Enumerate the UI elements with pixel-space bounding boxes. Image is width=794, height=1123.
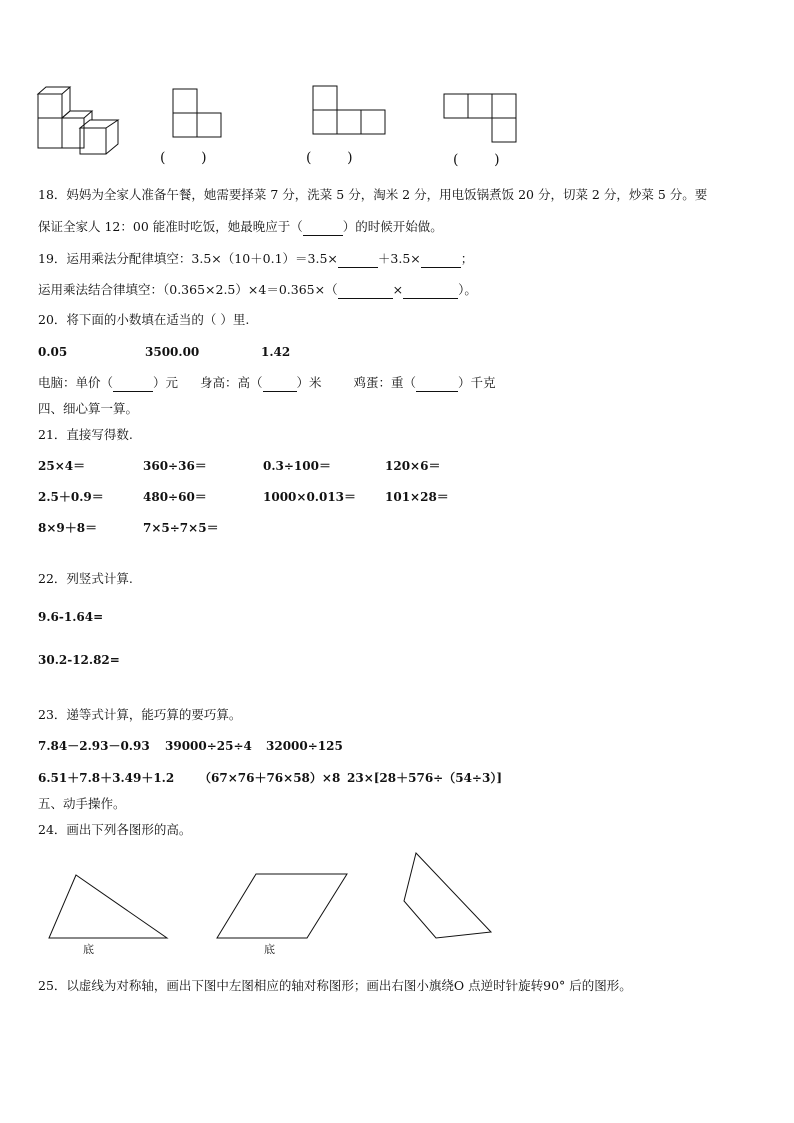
- q22-item-1: 9.6-1.64=: [38, 610, 104, 624]
- q19-line1: 19．运用乘法分配律填空：3.5×（10＋0.1）＝3.5× ＋3.5× ；: [38, 251, 474, 266]
- q20-number-2: 3500.00: [145, 345, 200, 359]
- q22-item-2: 30.2-12.82=: [38, 653, 120, 667]
- answer-paren-3[interactable]: ( ): [453, 152, 500, 168]
- q23-r2c3: 23×[28＋576÷（54÷3）]: [347, 771, 503, 785]
- q18-blank[interactable]: [303, 221, 343, 236]
- q21-r1c1: 25×4＝: [38, 459, 86, 473]
- q22-title: 22．列竖式计算.: [38, 571, 133, 586]
- q21-r2c4: 101×28＝: [385, 490, 449, 504]
- q20-items: 电脑：单价（ ）元 身高：高（ ）米 鸡蛋：重（ ）千克: [38, 375, 496, 390]
- q21-r3c1: 8×9＋8＝: [38, 521, 98, 535]
- q23-r1c2: 39000÷25÷4: [165, 739, 252, 753]
- q21-r2c3: 1000×0.013＝: [263, 490, 357, 504]
- q21-r1c3: 0.3÷100＝: [263, 459, 331, 473]
- view-figure-2: [313, 86, 388, 134]
- q20-blank-2[interactable]: [263, 377, 297, 392]
- q19-blank-4[interactable]: [403, 284, 458, 299]
- triangle-base-label: 底: [83, 943, 94, 956]
- cube-stack-figure: [38, 86, 123, 158]
- q20-title: 20．将下面的小数填在适当的（ ）里.: [38, 312, 250, 327]
- q21-r1c4: 120×6＝: [385, 459, 441, 473]
- view-figure-1: [173, 89, 223, 137]
- q21-r3c2: 7×5÷7×5＝: [143, 521, 219, 535]
- q23-r1c1: 7.84－2.93－0.93: [38, 739, 150, 753]
- section-5-heading: 五、动手操作。: [38, 796, 126, 811]
- section-4-heading: 四、细心算一算。: [38, 401, 139, 416]
- triangle-figure: [48, 873, 170, 941]
- q21-r2c2: 480÷60＝: [143, 490, 207, 504]
- q18-line1: 18．妈妈为全家人准备午餐，她需要择菜 7 分，洗菜 5 分，淘米 2 分，用电饭锅煮饭 20 分，切菜 2 分，炒菜 5 分。要: [38, 187, 708, 202]
- q18-line2: 保证全家人 12：00 能准时吃饭，她最晚应于（ ）的时候开始做。: [38, 219, 443, 234]
- q23-r2c2: （67×76＋76×58）×8: [199, 771, 341, 785]
- view-figure-3: [444, 94, 519, 144]
- trapezoid-figure: [402, 851, 494, 941]
- q21-r2c1: 2.5＋0.9＝: [38, 490, 104, 504]
- q23-r2c1: 6.51＋7.8＋3.49＋1.2: [38, 771, 175, 785]
- answer-paren-2[interactable]: ( ): [306, 150, 353, 166]
- q19-blank-3[interactable]: [338, 284, 393, 299]
- q20-number-3: 1.42: [261, 345, 291, 359]
- q24-title: 24．画出下列各图形的高。: [38, 822, 192, 837]
- q21-title: 21．直接写得数.: [38, 427, 133, 442]
- parallelogram-figure: [216, 872, 350, 940]
- q25-title: 25．以虚线为对称轴，画出下图中左图相应的轴对称图形；画出右图小旗绕O 点逆时针旋转90° 后的图形。: [38, 978, 632, 993]
- q19-line2: 运用乘法结合律填空：（0.365×2.5）×4＝0.365×（ × ）。: [38, 282, 477, 297]
- q21-r1c2: 360÷36＝: [143, 459, 207, 473]
- q20-number-1: 0.05: [38, 345, 68, 359]
- answer-paren-1[interactable]: ( ): [160, 150, 207, 166]
- q23-r1c3: 32000÷125: [266, 739, 343, 753]
- q19-blank-1[interactable]: [338, 253, 378, 268]
- q19-blank-2[interactable]: [421, 253, 461, 268]
- q20-blank-3[interactable]: [416, 377, 458, 392]
- q23-title: 23．递等式计算，能巧算的要巧算。: [38, 707, 242, 722]
- parallelogram-base-label: 底: [264, 943, 275, 956]
- q20-blank-1[interactable]: [113, 377, 153, 392]
